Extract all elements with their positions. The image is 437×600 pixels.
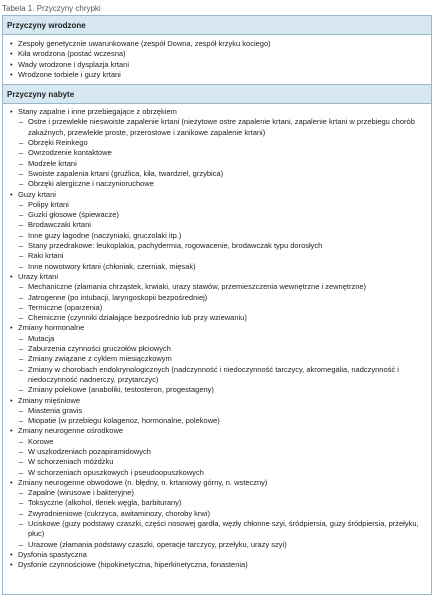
sub-item: – Zmiany polekowe (anaboliki, testosteron, progestageny) <box>7 385 427 395</box>
group-item: • Stany zapalne i inne przebiegające z obrzękiem <box>7 107 427 117</box>
sub-item: – Termiczne (oparzenia) <box>7 303 427 313</box>
sub-item: – Zwyrodnieniowe (cukrzyca, awitaminozy, choroby krwi) <box>7 509 427 519</box>
sub-item: – Zapalne (wirusowe i bakteryjne) <box>7 488 427 498</box>
group-item: • Dysfonia spastyczna <box>7 550 427 560</box>
table-caption: Tabela 1. Przyczyny chrypki <box>2 4 101 13</box>
causes-table <box>2 15 432 595</box>
sub-item: – Brodawczaki krtani <box>7 220 427 230</box>
sub-item: – Uciskowe (guzy podstawy czaszki, części nosowej gardła, węzły chłonne szyi, śródpiersia, guzy śródpiersia, przełyku, płuc) <box>7 519 427 540</box>
sub-item: – Stany przedrakowe: leukoplakia, pachydermia, rogowacenie, brodawczak typu dorosłych <box>7 241 427 251</box>
sub-item: – W schorzeniach móżdżku <box>7 457 427 467</box>
list-item: • Zespoły genetycznie uwarunkowane (zespół Downa, zespół krzyku kociego) <box>7 39 427 49</box>
group-item: • Zmiany neurogenne obwodowe (n. błędny, n. krtaniowy górny, n. wsteczny) <box>7 478 427 488</box>
sub-item: – Ostre i przewlekłe nieswoiste zapalenie krtani (nieżytowe ostre zapalenie krtani, zapalenie krtani w przebiegu chorób zakaźnych, przewlekłe proste, przerostowe i zanikowe zapalenie krtani) <box>7 117 427 138</box>
sub-item: – Obrzęki Reinkego <box>7 138 427 148</box>
list-item: • Wrodzone torbiele i guzy krtani <box>7 70 427 80</box>
sub-item: – Guzki głosowe (śpiewacze) <box>7 210 427 220</box>
section-header-acquired: Przyczyny nabyte <box>3 84 431 104</box>
sub-item: – Obrzęki alergiczne i naczynioruchowe <box>7 179 427 189</box>
sub-item: – Miastenia gravis <box>7 406 427 416</box>
sub-item: – W uszkodzeniach pozapiramidowych <box>7 447 427 457</box>
sub-item: – Owrzodzenie kontaktowe <box>7 148 427 158</box>
group-item: • Dysfonie czynnościowe (hipokinetyczna, hiperkinetyczna, fonastenia) <box>7 560 427 570</box>
sub-item: – Korowe <box>7 437 427 447</box>
sub-item: – Polipy krtani <box>7 200 427 210</box>
group-item: • Urazy krtani <box>7 272 427 282</box>
sub-item: – Toksyczne (alkohol, tlenek węgla, barbiturany) <box>7 498 427 508</box>
sub-item: – Jatrogenne (po intubacji, laryngoskopii bezpośredniej) <box>7 293 427 303</box>
sub-item: – Zmiany związane z cyklem miesiączkowym <box>7 354 427 364</box>
group-item: • Zmiany mięśniowe <box>7 396 427 406</box>
sub-item: – Modzele krtani <box>7 159 427 169</box>
sub-item: – Mutacja <box>7 334 427 344</box>
section-body-acquired <box>3 104 431 572</box>
sub-item: – Mechaniczne (złamania chrząstek, krwiaki, urazy stawów, przemieszczenia wewnętrzne i zewnętrzne) <box>7 282 427 292</box>
sub-item: – Zaburzenia czynności gruczołów płciowych <box>7 344 427 354</box>
group-item: • Guzy krtani <box>7 190 427 200</box>
section-header-congenital: Przyczyny wrodzone <box>3 16 431 35</box>
section-body-congenital <box>3 35 431 84</box>
sub-item: – Inne nowotwory krtani (chłoniak, czerniak, mięsak) <box>7 262 427 272</box>
sub-item: – Miopatie (w przebiegu kolagenoz, hormonalne, polekowe) <box>7 416 427 426</box>
sub-item: – Zmiany w chorobach endokrynologicznych (nadczynność i niedoczynność tarczycy, akromegalia, nadczynność i niedoczynność nadnerczy, przytarczyc) <box>7 365 427 386</box>
sub-item: – Urazowe (złamania podstawy czaszki, operacje tarczycy, przełyku, urazy szyi) <box>7 540 427 550</box>
sub-item: – Raki krtani <box>7 251 427 261</box>
list-item: • Wady wrodzone i dysplazja krtani <box>7 60 427 70</box>
group-item: • Zmiany hormonalne <box>7 323 427 333</box>
sub-item: – Inne guzy łagodne (naczyniaki, gruczolaki itp.) <box>7 231 427 241</box>
group-item: • Zmiany neurogenne ośrodkowe <box>7 426 427 436</box>
list-item: • Kiła wrodzona (postać wczesna) <box>7 49 427 59</box>
sub-item: – W schorzeniach opuszkowych i pseudoopuszkowych <box>7 468 427 478</box>
sub-item: – Chemiczne (czynniki działające bezpośrednio lub przy wziewaniu) <box>7 313 427 323</box>
sub-item: – Swoiste zapalenia krtani (gruźlica, kiła, twardziel, grzybica) <box>7 169 427 179</box>
